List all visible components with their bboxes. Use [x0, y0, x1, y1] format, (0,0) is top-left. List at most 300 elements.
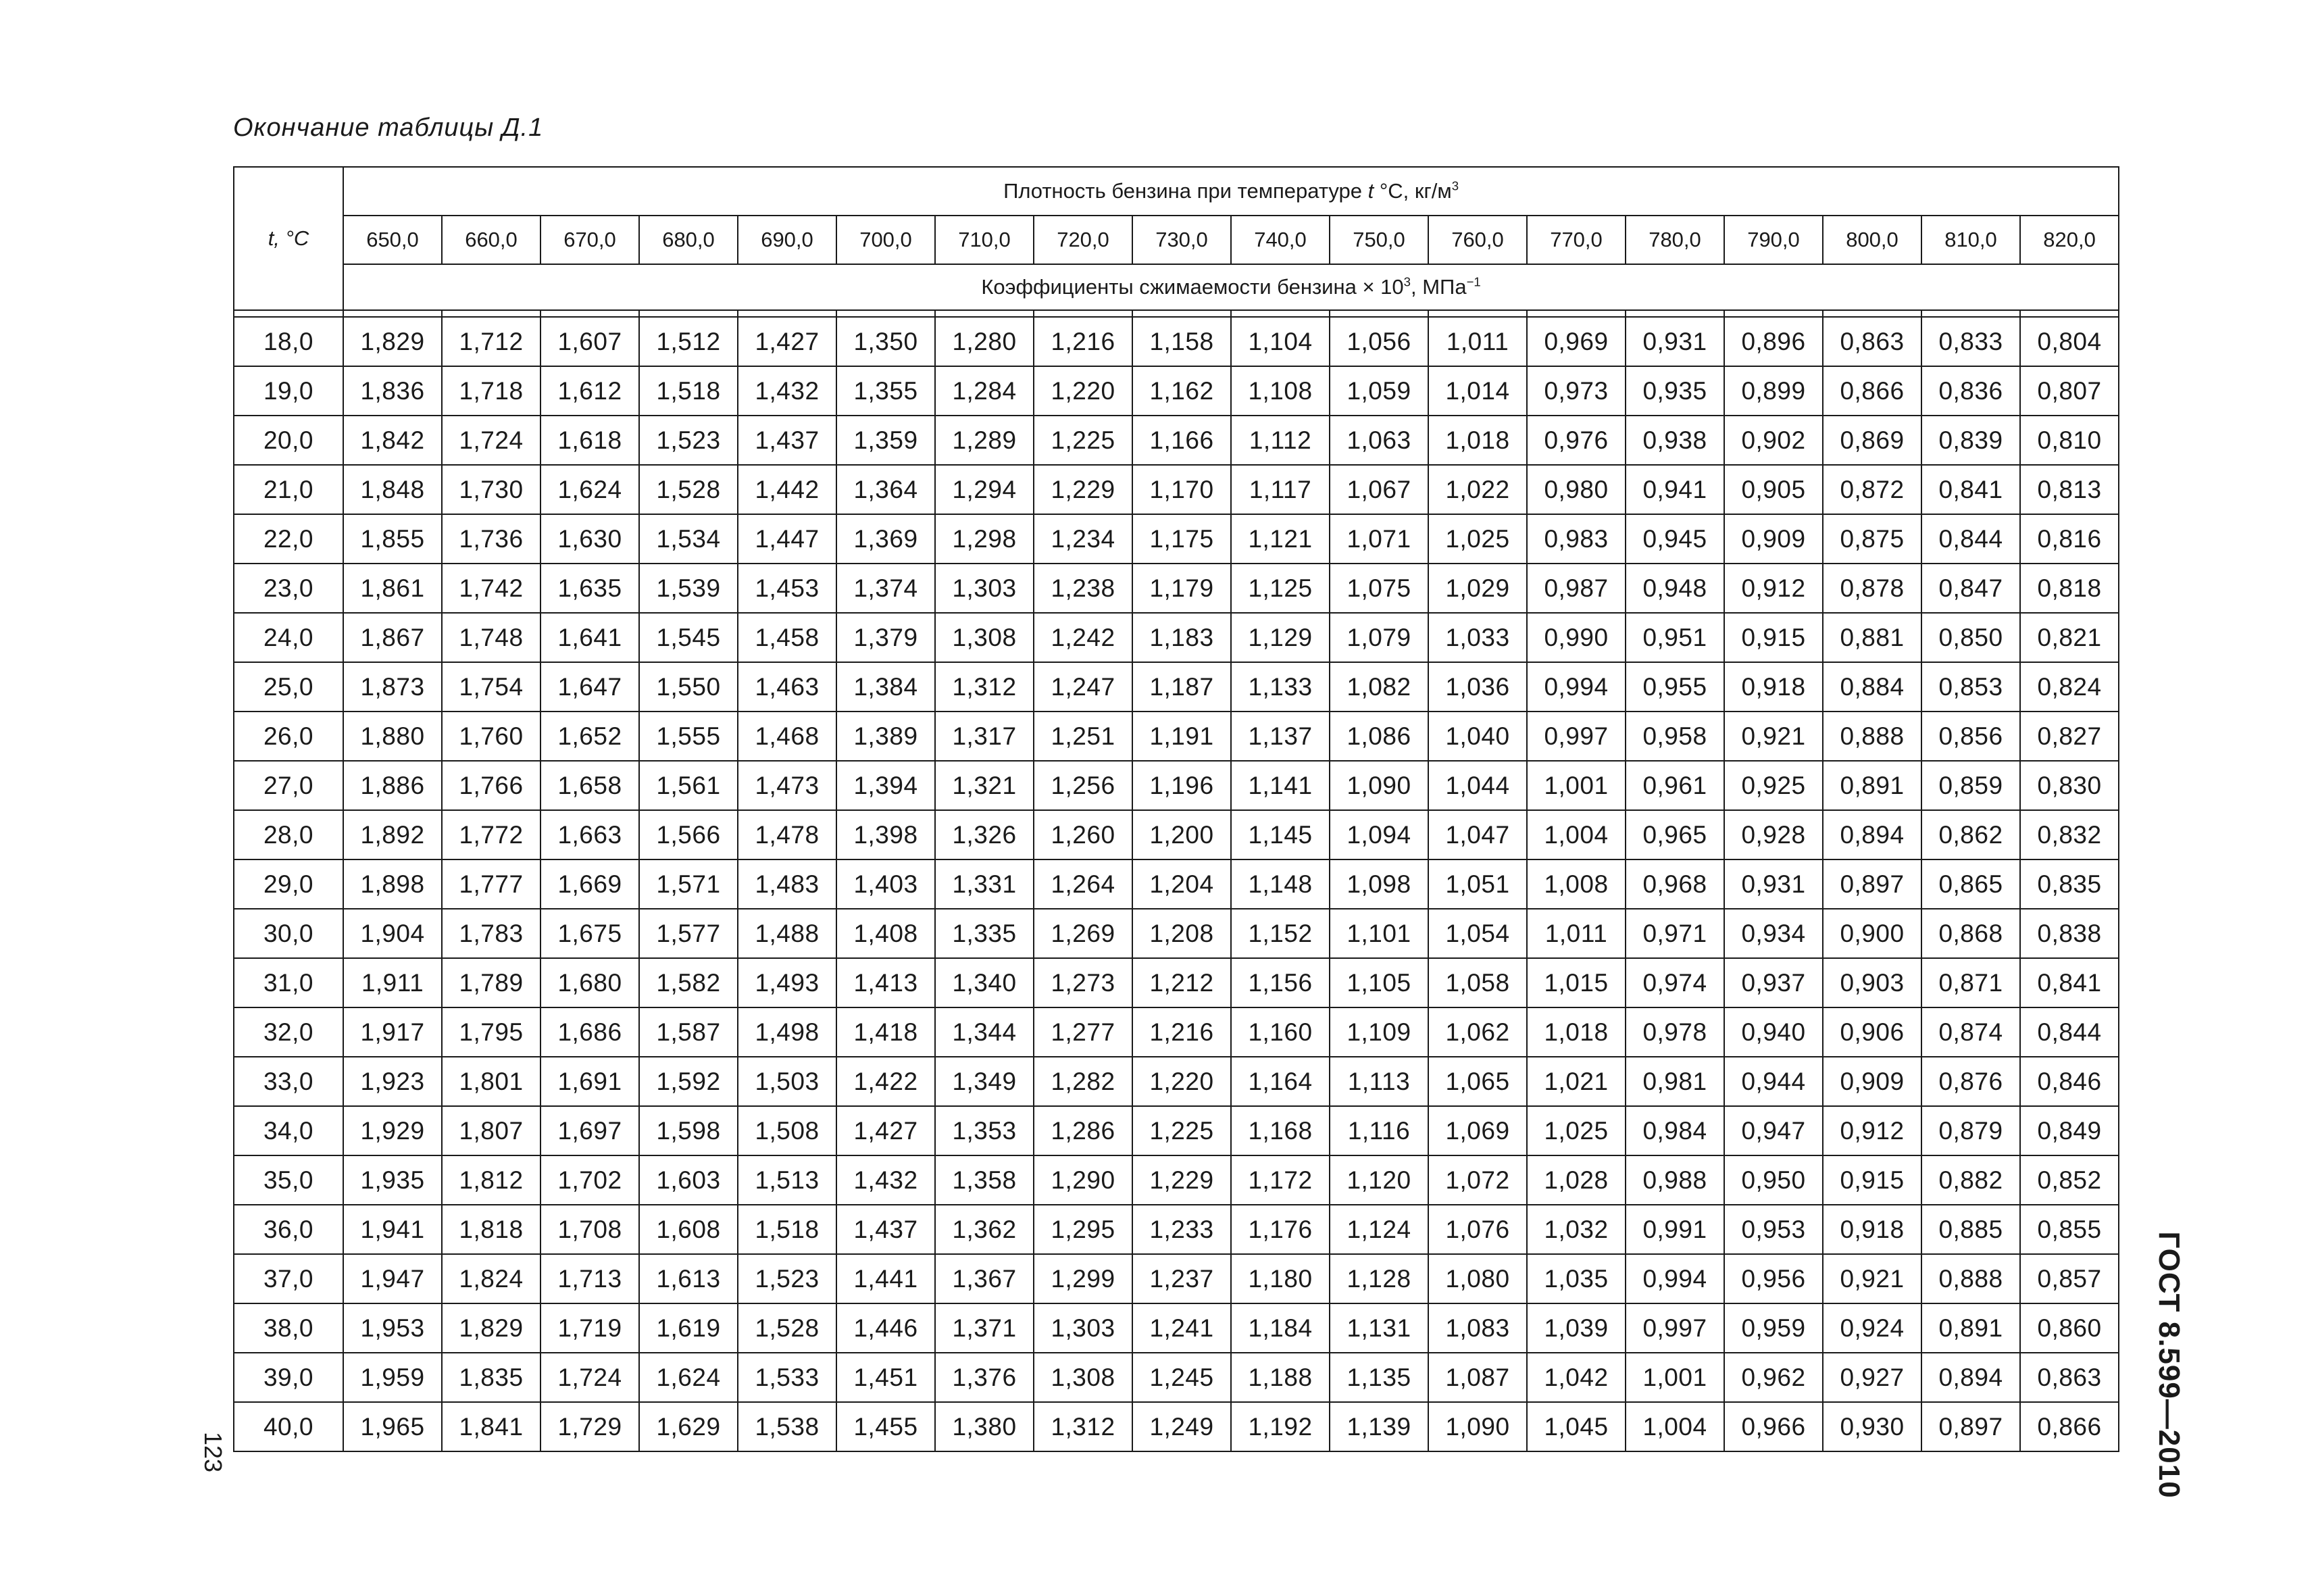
density-header: Плотность бензина при температуре t °C, $кг/м^3$ [343, 167, 2119, 216]
coefficient-cell: 1,398 [836, 810, 935, 859]
coefficient-cell: 1,158 [1132, 317, 1231, 366]
coefficient-cell: 0,962 [1724, 1353, 1823, 1402]
coefficient-cell: 0,978 [1626, 1007, 1724, 1057]
coefficient-cell: 1,303 [1034, 1303, 1132, 1353]
table-row [234, 1155, 2119, 1205]
coefficient-cell: 1,708 [540, 1205, 639, 1254]
coefficient-cell: 1,518 [738, 1205, 836, 1254]
coefficient-cell: 0,912 [1823, 1106, 1921, 1155]
coefficient-cell: 1,090 [1428, 1402, 1527, 1451]
coefficient-cell: 1,513 [738, 1155, 836, 1205]
coefficient-cell: 1,867 [343, 613, 442, 662]
coefficient-cell: 0,841 [1921, 465, 2020, 514]
coefficient-cell: 0,918 [1823, 1205, 1921, 1254]
coefficient-cell: 0,863 [2020, 1353, 2119, 1402]
separator-cell [540, 310, 639, 317]
separator-cell [836, 310, 935, 317]
coefficient-cell: 0,888 [1823, 712, 1921, 761]
coefficient-cell: 0,894 [1921, 1353, 2020, 1402]
coefficient-cell: 1,545 [639, 613, 738, 662]
coefficient-cell: 1,777 [442, 859, 540, 909]
density-value: 760,0 [1428, 216, 1527, 264]
coefficient-cell: 1,004 [1527, 810, 1626, 859]
coefficient-cell: 0,899 [1724, 366, 1823, 416]
table-row [234, 1106, 2119, 1155]
coefficient-cell: 1,772 [442, 810, 540, 859]
coefficient-cell: 0,906 [1823, 1007, 1921, 1057]
coefficient-cell: 1,795 [442, 1007, 540, 1057]
coefficient-cell: 1,663 [540, 810, 639, 859]
coefficient-cell: 1,783 [442, 909, 540, 958]
coefficient-cell: 1,331 [935, 859, 1034, 909]
coefficient-cell: 1,528 [738, 1303, 836, 1353]
coefficient-cell: 1,754 [442, 662, 540, 712]
table-row [234, 1007, 2119, 1057]
coefficient-cell: 1,028 [1527, 1155, 1626, 1205]
coefficient-cell: 1,453 [738, 564, 836, 613]
coefficient-cell: 1,011 [1527, 909, 1626, 958]
coefficient-cell: 1,094 [1330, 810, 1428, 859]
coefficient-cell: 1,284 [935, 366, 1034, 416]
coefficient-cell: 0,818 [2020, 564, 2119, 613]
separator-cell [234, 310, 343, 317]
coefficient-cell: 0,909 [1724, 514, 1823, 564]
compressibility-table [233, 166, 2119, 1452]
coefficient-cell: 1,742 [442, 564, 540, 613]
coefficient-cell: 0,955 [1626, 662, 1724, 712]
coefficient-cell: 1,044 [1428, 761, 1527, 810]
coefficient-cell: 1,935 [343, 1155, 442, 1205]
coefficient-cell: 1,873 [343, 662, 442, 712]
coefficient-cell: 0,990 [1527, 613, 1626, 662]
coefficient-cell: 0,835 [2020, 859, 2119, 909]
coefficient-cell: 1,658 [540, 761, 639, 810]
coefficient-cell: 1,618 [540, 416, 639, 465]
density-value: 770,0 [1527, 216, 1626, 264]
coefficient-cell: 1,308 [1034, 1353, 1132, 1402]
coefficient-cell: 0,838 [2020, 909, 2119, 958]
coefficient-cell: 1,947 [343, 1254, 442, 1303]
coefficient-cell: 0,976 [1527, 416, 1626, 465]
coefficient-cell: 1,183 [1132, 613, 1231, 662]
coefficient-cell: 1,204 [1132, 859, 1231, 909]
coefficient-cell: 1,121 [1231, 514, 1330, 564]
coefficient-cell: 1,458 [738, 613, 836, 662]
coefficient-cell: 1,712 [442, 317, 540, 366]
coefficient-cell: 1,886 [343, 761, 442, 810]
coefficient-cell: 0,804 [2020, 317, 2119, 366]
separator-cell [1823, 310, 1921, 317]
coefficient-cell: 1,713 [540, 1254, 639, 1303]
coefficient-cell: 1,629 [639, 1402, 738, 1451]
coefficient-cell: 1,355 [836, 366, 935, 416]
coefficient-cell: 0,865 [1921, 859, 2020, 909]
coefficient-cell: 1,566 [639, 810, 738, 859]
coefficient-cell: 1,748 [442, 613, 540, 662]
coefficient-cell: 1,647 [540, 662, 639, 712]
coefficient-cell: 1,294 [935, 465, 1034, 514]
coefficient-cell: 1,251 [1034, 712, 1132, 761]
coefficient-cell: 1,394 [836, 761, 935, 810]
coefficient-cell: 1,898 [343, 859, 442, 909]
coefficient-cell: 1,697 [540, 1106, 639, 1155]
coefficient-cell: 0,900 [1823, 909, 1921, 958]
coefficient-cell: 1,237 [1132, 1254, 1231, 1303]
temperature-cell: 26,0 [234, 712, 343, 761]
coefficient-cell: 1,040 [1428, 712, 1527, 761]
density-values-row [234, 216, 2119, 264]
temperature-cell: 27,0 [234, 761, 343, 810]
coefficient-header: Коэффициенты сжимаемости бензина × $10^3$, МПа$^{-1}$ [343, 264, 2119, 310]
coefficient-cell: 1,498 [738, 1007, 836, 1057]
coefficient-cell: 1,004 [1626, 1402, 1724, 1451]
coefficient-cell: 0,909 [1823, 1057, 1921, 1106]
coefficient-cell: 1,045 [1527, 1402, 1626, 1451]
temperature-cell: 37,0 [234, 1254, 343, 1303]
coefficient-cell: 0,968 [1626, 859, 1724, 909]
temperature-cell: 32,0 [234, 1007, 343, 1057]
coefficient-cell: 0,866 [1823, 366, 1921, 416]
table-row [234, 1402, 2119, 1451]
coefficient-cell: 1,029 [1428, 564, 1527, 613]
coefficient-cell: 1,836 [343, 366, 442, 416]
coefficient-cell: 0,924 [1823, 1303, 1921, 1353]
page-number: 123 [199, 1431, 227, 1473]
coefficient-cell: 0,988 [1626, 1155, 1724, 1205]
coefficient-cell: 1,904 [343, 909, 442, 958]
coefficient-cell: 0,866 [2020, 1402, 2119, 1451]
coefficient-cell: 1,801 [442, 1057, 540, 1106]
separator-cell [1231, 310, 1330, 317]
coefficient-cell: 1,848 [343, 465, 442, 514]
density-value: 720,0 [1034, 216, 1132, 264]
coefficient-cell: 1,829 [442, 1303, 540, 1353]
coefficient-cell: 1,225 [1034, 416, 1132, 465]
coefficient-cell: 1,641 [540, 613, 639, 662]
coefficient-cell: 1,080 [1428, 1254, 1527, 1303]
coefficient-cell: 1,229 [1034, 465, 1132, 514]
coefficient-cell: 1,612 [540, 366, 639, 416]
temperature-cell: 28,0 [234, 810, 343, 859]
coefficient-cell: 0,980 [1527, 465, 1626, 514]
coefficient-cell: 0,931 [1724, 859, 1823, 909]
coefficient-cell: 1,260 [1034, 810, 1132, 859]
coefficient-cell: 0,894 [1823, 810, 1921, 859]
coefficient-cell: 1,364 [836, 465, 935, 514]
coefficient-cell: 1,047 [1428, 810, 1527, 859]
coefficient-cell: 0,875 [1823, 514, 1921, 564]
coefficient-cell: 1,014 [1428, 366, 1527, 416]
separator-cell [1428, 310, 1527, 317]
coefficient-cell: 1,923 [343, 1057, 442, 1106]
coefficient-cell: 1,432 [738, 366, 836, 416]
coefficient-cell: 1,058 [1428, 958, 1527, 1007]
coefficient-cell: 1,577 [639, 909, 738, 958]
coefficient-cell: 1,187 [1132, 662, 1231, 712]
coefficient-cell: 0,945 [1626, 514, 1724, 564]
coefficient-cell: 0,836 [1921, 366, 2020, 416]
coefficient-cell: 1,269 [1034, 909, 1132, 958]
coefficient-cell: 1,087 [1428, 1353, 1527, 1402]
coefficient-cell: 1,880 [343, 712, 442, 761]
coefficient-cell: 0,868 [1921, 909, 2020, 958]
coefficient-cell: 0,827 [2020, 712, 2119, 761]
coefficient-cell: 1,555 [639, 712, 738, 761]
coefficient-cell: 1,344 [935, 1007, 1034, 1057]
coefficient-cell: 1,824 [442, 1254, 540, 1303]
coefficient-cell: 1,290 [1034, 1155, 1132, 1205]
coefficient-cell: 1,273 [1034, 958, 1132, 1007]
coefficient-cell: 1,528 [639, 465, 738, 514]
coefficient-cell: 1,282 [1034, 1057, 1132, 1106]
temperature-cell: 19,0 [234, 366, 343, 416]
coefficient-cell: 1,067 [1330, 465, 1428, 514]
coefficient-cell: 1,105 [1330, 958, 1428, 1007]
coefficient-cell: 0,927 [1823, 1353, 1921, 1402]
coefficient-cell: 1,508 [738, 1106, 836, 1155]
coefficient-cell: 1,188 [1231, 1353, 1330, 1402]
coefficient-cell: 1,129 [1231, 613, 1330, 662]
coefficient-cell: 1,608 [639, 1205, 738, 1254]
coefficient-cell: 1,680 [540, 958, 639, 1007]
coefficient-cell: 0,853 [1921, 662, 2020, 712]
coefficient-cell: 0,944 [1724, 1057, 1823, 1106]
coefficient-cell: 1,166 [1132, 416, 1231, 465]
coefficient-cell: 0,810 [2020, 416, 2119, 465]
coefficient-cell: 1,090 [1330, 761, 1428, 810]
coefficient-cell: 1,018 [1527, 1007, 1626, 1057]
coefficient-cell: 0,844 [2020, 1007, 2119, 1057]
coefficient-cell: 1,008 [1527, 859, 1626, 909]
coefficient-cell: 0,833 [1921, 317, 2020, 366]
coefficient-cell: 0,885 [1921, 1205, 2020, 1254]
coefficient-cell: 1,534 [639, 514, 738, 564]
density-value: 800,0 [1823, 216, 1921, 264]
coefficient-cell: 0,839 [1921, 416, 2020, 465]
coefficient-cell: 0,981 [1626, 1057, 1724, 1106]
table-row [234, 1254, 2119, 1303]
coefficient-cell: 0,816 [2020, 514, 2119, 564]
coefficient-cell: 1,079 [1330, 613, 1428, 662]
coefficient-cell: 0,956 [1724, 1254, 1823, 1303]
coefficient-cell: 1,350 [836, 317, 935, 366]
coefficient-cell: 1,065 [1428, 1057, 1527, 1106]
density-value: 660,0 [442, 216, 540, 264]
table-row [234, 1205, 2119, 1254]
density-value: 750,0 [1330, 216, 1428, 264]
density-value: 680,0 [639, 216, 738, 264]
coefficient-cell: 0,997 [1626, 1303, 1724, 1353]
coefficient-cell: 1,729 [540, 1402, 639, 1451]
temperature-cell: 29,0 [234, 859, 343, 909]
coefficient-cell: 1,256 [1034, 761, 1132, 810]
coefficient-cell: 0,983 [1527, 514, 1626, 564]
coefficient-cell: 0,951 [1626, 613, 1724, 662]
coefficient-cell: 0,997 [1527, 712, 1626, 761]
separator-cell [738, 310, 836, 317]
separator-cell [1330, 310, 1428, 317]
coefficient-cell: 1,220 [1132, 1057, 1231, 1106]
temperature-cell: 36,0 [234, 1205, 343, 1254]
table-body [234, 317, 2119, 1451]
table-row [234, 958, 2119, 1007]
coefficient-cell: 1,312 [935, 662, 1034, 712]
coefficient-cell: 1,953 [343, 1303, 442, 1353]
coefficient-cell: 1,403 [836, 859, 935, 909]
coefficient-cell: 1,598 [639, 1106, 738, 1155]
coefficient-cell: 0,897 [1921, 1402, 2020, 1451]
coefficient-cell: 1,427 [836, 1106, 935, 1155]
coefficient-cell: 0,905 [1724, 465, 1823, 514]
table-row [234, 1303, 2119, 1353]
coefficient-cell: 1,437 [738, 416, 836, 465]
coefficient-cell: 1,238 [1034, 564, 1132, 613]
coefficient-cell: 0,928 [1724, 810, 1823, 859]
coefficient-cell: 1,374 [836, 564, 935, 613]
coefficient-cell: 0,807 [2020, 366, 2119, 416]
temperature-cell: 35,0 [234, 1155, 343, 1205]
coefficient-cell: 1,176 [1231, 1205, 1330, 1254]
coefficient-cell: 1,295 [1034, 1205, 1132, 1254]
density-value: 650,0 [343, 216, 442, 264]
coefficient-cell: 1,145 [1231, 810, 1330, 859]
coefficient-cell: 0,860 [2020, 1303, 2119, 1353]
coefficient-cell: 1,101 [1330, 909, 1428, 958]
coefficient-cell: 0,846 [2020, 1057, 2119, 1106]
coefficient-cell: 0,918 [1724, 662, 1823, 712]
coefficient-cell: 1,349 [935, 1057, 1034, 1106]
coefficient-cell: 1,442 [738, 465, 836, 514]
coefficient-cell: 1,488 [738, 909, 836, 958]
coefficient-cell: 0,888 [1921, 1254, 2020, 1303]
coefficient-cell: 1,371 [935, 1303, 1034, 1353]
coefficient-cell: 1,124 [1330, 1205, 1428, 1254]
coefficient-cell: 0,856 [1921, 712, 2020, 761]
coefficient-cell: 0,971 [1626, 909, 1724, 958]
coefficient-cell: 0,958 [1626, 712, 1724, 761]
coefficient-cell: 1,175 [1132, 514, 1231, 564]
coefficient-cell: 0,876 [1921, 1057, 2020, 1106]
coefficient-cell: 1,353 [935, 1106, 1034, 1155]
coefficient-cell: 1,162 [1132, 366, 1231, 416]
coefficient-cell: 0,934 [1724, 909, 1823, 958]
coefficient-cell: 1,054 [1428, 909, 1527, 958]
coefficient-cell: 0,878 [1823, 564, 1921, 613]
coefficient-cell: 1,432 [836, 1155, 935, 1205]
coefficient-cell: 0,959 [1724, 1303, 1823, 1353]
coefficient-cell: 0,966 [1724, 1402, 1823, 1451]
coefficient-cell: 1,116 [1330, 1106, 1428, 1155]
coefficient-cell: 0,961 [1626, 761, 1724, 810]
coefficient-cell: 1,086 [1330, 712, 1428, 761]
coefficient-cell: 1,141 [1231, 761, 1330, 810]
coefficient-cell: 1,523 [639, 416, 738, 465]
coefficient-cell: 1,603 [639, 1155, 738, 1205]
temperature-cell: 18,0 [234, 317, 343, 366]
table-row [234, 859, 2119, 909]
coefficient-cell: 1,538 [738, 1402, 836, 1451]
coefficient-cell: 0,994 [1527, 662, 1626, 712]
coefficient-cell: 0,869 [1823, 416, 1921, 465]
coefficient-cell: 1,137 [1231, 712, 1330, 761]
coefficient-cell: 1,427 [738, 317, 836, 366]
coefficient-cell: 1,156 [1231, 958, 1330, 1007]
coefficient-cell: 1,072 [1428, 1155, 1527, 1205]
temperature-cell: 24,0 [234, 613, 343, 662]
coefficient-cell: 1,587 [639, 1007, 738, 1057]
coefficient-cell: 0,935 [1626, 366, 1724, 416]
coefficient-cell: 1,179 [1132, 564, 1231, 613]
table-row [234, 564, 2119, 613]
coefficient-cell: 1,109 [1330, 1007, 1428, 1057]
coefficient-cell: 1,303 [935, 564, 1034, 613]
coefficient-cell: 1,200 [1132, 810, 1231, 859]
coefficient-cell: 1,766 [442, 761, 540, 810]
temperature-cell: 38,0 [234, 1303, 343, 1353]
coefficient-cell: 1,539 [639, 564, 738, 613]
coefficient-cell: 1,441 [836, 1254, 935, 1303]
separator-cell [1626, 310, 1724, 317]
coefficient-cell: 1,941 [343, 1205, 442, 1254]
coefficient-cell: 1,112 [1231, 416, 1330, 465]
coefficient-cell: 1,108 [1231, 366, 1330, 416]
coefficient-cell: 1,468 [738, 712, 836, 761]
coefficient-cell: 1,208 [1132, 909, 1231, 958]
coefficient-cell: 1,120 [1330, 1155, 1428, 1205]
coefficient-cell: 1,613 [639, 1254, 738, 1303]
coefficient-cell: 1,196 [1132, 761, 1231, 810]
coefficient-cell: 1,249 [1132, 1402, 1231, 1451]
coefficient-cell: 1,160 [1231, 1007, 1330, 1057]
coefficient-cell: 1,418 [836, 1007, 935, 1057]
coefficient-cell: 0,832 [2020, 810, 2119, 859]
coefficient-cell: 1,131 [1330, 1303, 1428, 1353]
coefficient-cell: 1,503 [738, 1057, 836, 1106]
coefficient-cell: 0,921 [1823, 1254, 1921, 1303]
table-row [234, 317, 2119, 366]
coefficient-cell: 0,921 [1724, 712, 1823, 761]
coefficient-cell: 0,987 [1527, 564, 1626, 613]
coefficient-cell: 1,533 [738, 1353, 836, 1402]
coefficient-cell: 0,859 [1921, 761, 2020, 810]
coefficient-cell: 1,389 [836, 712, 935, 761]
coefficient-cell: 1,362 [935, 1205, 1034, 1254]
coefficient-cell: 1,032 [1527, 1205, 1626, 1254]
table-row [234, 662, 2119, 712]
coefficient-cell: 1,607 [540, 317, 639, 366]
coefficient-cell: 0,852 [2020, 1155, 2119, 1205]
coefficient-cell: 1,289 [935, 416, 1034, 465]
density-value: 790,0 [1724, 216, 1823, 264]
coefficient-cell: 1,071 [1330, 514, 1428, 564]
coefficient-cell: 1,718 [442, 366, 540, 416]
coefficient-cell: 1,789 [442, 958, 540, 1007]
coefficient-cell: 1,117 [1231, 465, 1330, 514]
coefficient-cell: 0,991 [1626, 1205, 1724, 1254]
coefficient-cell: 1,035 [1527, 1254, 1626, 1303]
coefficient-cell: 1,242 [1034, 613, 1132, 662]
table-row [234, 712, 2119, 761]
coefficient-cell: 0,881 [1823, 613, 1921, 662]
coefficient-cell: 1,736 [442, 514, 540, 564]
coefficient-cell: 1,018 [1428, 416, 1527, 465]
table-row [234, 1057, 2119, 1106]
separator-cell [1527, 310, 1626, 317]
coefficient-cell: 1,455 [836, 1402, 935, 1451]
table-row [234, 465, 2119, 514]
coefficient-cell: 1,152 [1231, 909, 1330, 958]
coefficient-cell: 0,903 [1823, 958, 1921, 1007]
